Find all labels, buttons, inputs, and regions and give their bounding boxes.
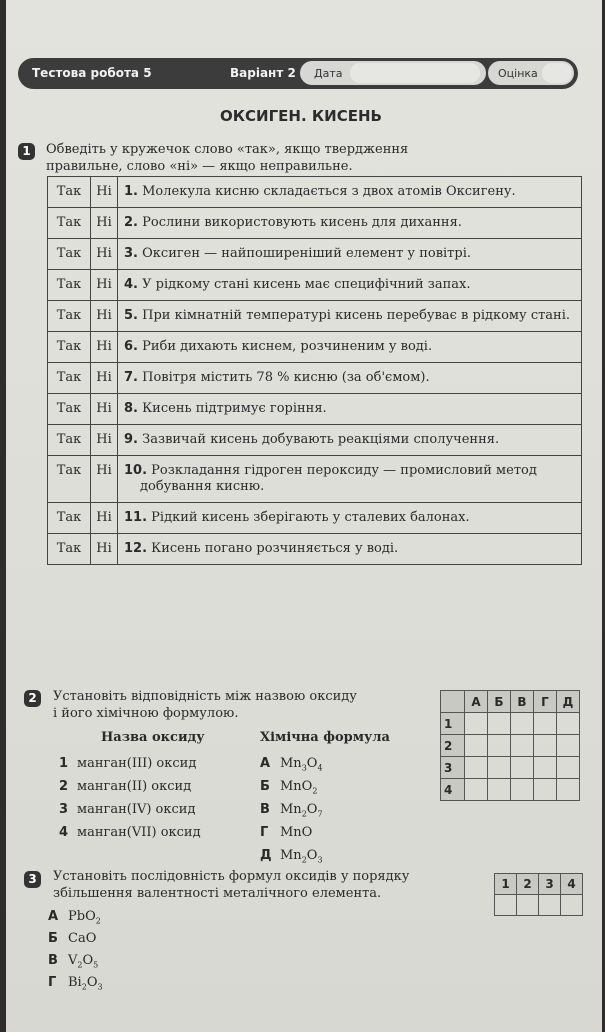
statement-text: [118, 534, 582, 565]
no-option[interactable]: Ні: [91, 534, 118, 565]
statement-text: [118, 503, 582, 534]
answer-cell[interactable]: [488, 779, 511, 801]
answer-cell[interactable]: [495, 895, 517, 916]
yes-option[interactable]: Так: [48, 239, 91, 270]
grade-field[interactable]: [542, 63, 572, 83]
task3-instruction: [53, 868, 409, 902]
col-formula: Хімічна формула: [260, 730, 390, 745]
oxide-item: 2 манган(II) оксид: [59, 779, 192, 794]
statement-number: 6.: [124, 339, 138, 354]
answer-cell[interactable]: [511, 713, 534, 735]
grid-col-header: 4: [561, 874, 583, 895]
test-title: Тестова робота 5: [32, 66, 152, 80]
statement-row: [48, 503, 582, 534]
task3-instruction-line2: збільшення валентності металічного елемента.: [53, 886, 382, 901]
grid-corner: [441, 691, 465, 713]
statement-body: Повітря містить 78 % кисню (за об'ємом).: [142, 370, 430, 385]
answer-cell[interactable]: [534, 735, 557, 757]
task2-number: 2: [24, 690, 41, 707]
option-item: В $V_2O_5$: [48, 953, 99, 970]
grid-row-header: 4: [441, 779, 465, 801]
statement-number: 4.: [124, 277, 138, 292]
grid-col-header: 1: [495, 874, 517, 895]
header-bar: [18, 58, 578, 89]
grid-col-header: Д: [557, 691, 580, 713]
statement-text: [118, 270, 582, 301]
grid-row-header: 2: [441, 735, 465, 757]
task2-answer-grid: [440, 690, 580, 801]
answer-cell[interactable]: [557, 713, 580, 735]
statement-body: У рідкому стані кисень має специфічний запах.: [142, 277, 471, 292]
statement-row: [48, 425, 582, 456]
oxide-item: 1 манган(III) оксид: [59, 756, 197, 771]
answer-cell[interactable]: [488, 735, 511, 757]
statement-text: [118, 301, 582, 332]
no-option[interactable]: Ні: [91, 239, 118, 270]
yes-option[interactable]: Так: [48, 425, 91, 456]
formula-item: А $Mn_3O_4$: [260, 756, 323, 773]
statement-number: 11.: [124, 510, 148, 525]
statement-row: [48, 270, 582, 301]
statement-row: [48, 456, 582, 503]
task1-number: 1: [18, 143, 35, 160]
statement-text: [118, 394, 582, 425]
grid-col-header: 3: [539, 874, 561, 895]
statement-body: Кисень погано розчиняється у воді.: [151, 541, 399, 556]
statement-number: 10.: [124, 463, 148, 478]
answer-cell[interactable]: [465, 779, 488, 801]
statement-number: 9.: [124, 432, 138, 447]
task1-table: [47, 176, 582, 565]
oxide-item: 4 манган(VII) оксид: [59, 825, 201, 840]
statement-text: [118, 425, 582, 456]
answer-cell[interactable]: [557, 779, 580, 801]
answer-cell[interactable]: [539, 895, 561, 916]
answer-cell[interactable]: [488, 713, 511, 735]
task1-instruction-line1: Обведіть у кружечок слово «так», якщо твердження: [46, 142, 409, 157]
answer-cell[interactable]: [534, 779, 557, 801]
statement-number: 3.: [124, 246, 138, 261]
statement-body: Рідкий кисень зберігають у сталевих балонах.: [151, 510, 470, 525]
statement-text: [118, 177, 582, 208]
statement-number: 12.: [124, 541, 148, 556]
statement-row: [48, 208, 582, 239]
grade-box: [488, 61, 574, 85]
answer-cell[interactable]: [557, 735, 580, 757]
grid-col-header: Б: [488, 691, 511, 713]
answer-cell[interactable]: [557, 757, 580, 779]
formula-item: Д $Mn_2O_3$: [260, 848, 323, 865]
answer-cell[interactable]: [534, 713, 557, 735]
task2-instruction: [53, 688, 357, 722]
statement-row: [48, 301, 582, 332]
yes-option[interactable]: Так: [48, 332, 91, 363]
grid-col-header: Г: [534, 691, 557, 713]
statement-text: [118, 456, 582, 503]
task1-instruction-line2: правильне, слово «ні» — якщо неправильне.: [46, 159, 353, 174]
no-option[interactable]: Ні: [91, 456, 118, 503]
task3-answer-grid: [494, 873, 583, 916]
date-label: Дата: [314, 67, 343, 80]
statement-number: 1.: [124, 184, 138, 199]
no-option[interactable]: Ні: [91, 394, 118, 425]
formula-item: Г MnO: [260, 825, 313, 840]
answer-cell[interactable]: [561, 895, 583, 916]
task2-instruction-line1: Установіть відповідність між назвою оксиду: [53, 689, 357, 704]
statement-body: Оксиген — найпоширеніший елемент у повітрі.: [142, 246, 471, 261]
yes-option[interactable]: Так: [48, 456, 91, 503]
grade-label: Оцінка: [498, 67, 538, 80]
statement-row: [48, 363, 582, 394]
answer-cell[interactable]: [511, 779, 534, 801]
date-box: [300, 61, 486, 85]
option-item: Г $Bi_2O_3$: [48, 975, 103, 992]
statement-body: Розкладання гідроген пероксиду — промисловий метод добування кисню.: [140, 463, 537, 494]
no-option[interactable]: Ні: [91, 425, 118, 456]
answer-cell[interactable]: [465, 735, 488, 757]
yes-option[interactable]: Так: [48, 363, 91, 394]
answer-cell[interactable]: [488, 757, 511, 779]
no-option[interactable]: Ні: [91, 208, 118, 239]
task1-instruction: [46, 141, 408, 175]
task3-instruction-line1: Установіть послідовність формул оксидів у порядку: [53, 869, 410, 884]
no-option[interactable]: Ні: [91, 363, 118, 394]
statement-body: При кімнатній температурі кисень перебуває в рідкому стані.: [142, 308, 571, 323]
statement-row: [48, 394, 582, 425]
answer-cell[interactable]: [534, 757, 557, 779]
statement-number: 7.: [124, 370, 138, 385]
statement-body: Рослини використовують кисень для дихання.: [142, 215, 462, 230]
grid-col-header: В: [511, 691, 534, 713]
oxide-item: 3 манган(IV) оксид: [59, 802, 196, 817]
yes-option[interactable]: Так: [48, 534, 91, 565]
statement-row: [48, 534, 582, 565]
option-item: А PbO$_2$: [48, 909, 101, 926]
statement-text: [118, 332, 582, 363]
col-oxide-name: Назва оксиду: [101, 730, 205, 745]
date-field[interactable]: [350, 63, 480, 83]
no-option[interactable]: Ні: [91, 332, 118, 363]
grid-row-header: 3: [441, 757, 465, 779]
yes-option[interactable]: Так: [48, 301, 91, 332]
no-option[interactable]: Ні: [91, 270, 118, 301]
no-option[interactable]: Ні: [91, 301, 118, 332]
grid-col-header: А: [465, 691, 488, 713]
yes-option[interactable]: Так: [48, 394, 91, 425]
statement-text: [118, 363, 582, 394]
yes-option[interactable]: Так: [48, 503, 91, 534]
answer-cell[interactable]: [511, 757, 534, 779]
option-item: Б CaO: [48, 931, 97, 946]
yes-option[interactable]: Так: [48, 208, 91, 239]
statement-row: [48, 239, 582, 270]
task3-number: 3: [24, 871, 41, 888]
answer-cell[interactable]: [465, 713, 488, 735]
statement-row: [48, 177, 582, 208]
formula-item: В $Mn_2O_7$: [260, 802, 323, 819]
worksheet-page: [6, 0, 602, 1032]
grid-col-header: 2: [517, 874, 539, 895]
topic-title: ОКСИГЕН. КИСЕНЬ: [220, 107, 382, 125]
formula-item: Б MnO$_2$: [260, 779, 318, 796]
variant-label: Варіант 2: [230, 66, 296, 80]
yes-option[interactable]: Так: [48, 270, 91, 301]
statement-body: Кисень підтримує горіння.: [142, 401, 327, 416]
yes-option[interactable]: Так: [48, 177, 91, 208]
statement-number: 8.: [124, 401, 138, 416]
answer-cell[interactable]: [465, 757, 488, 779]
statement-body: Зазвичай кисень добувають реакціями сполучення.: [142, 432, 500, 447]
no-option[interactable]: Ні: [91, 177, 118, 208]
statement-number: 2.: [124, 215, 138, 230]
answer-cell[interactable]: [517, 895, 539, 916]
task2-instruction-line2: і його хімічною формулою.: [53, 706, 239, 721]
statement-body: Риби дихають киснем, розчиненим у воді.: [142, 339, 433, 354]
no-option[interactable]: Ні: [91, 503, 118, 534]
answer-cell[interactable]: [511, 735, 534, 757]
statement-row: [48, 332, 582, 363]
statement-text: [118, 239, 582, 270]
grid-row-header: 1: [441, 713, 465, 735]
statement-text: [118, 208, 582, 239]
statement-number: 5.: [124, 308, 138, 323]
statement-body: Молекула кисню складається з двох атомів Оксигену.: [142, 184, 516, 199]
